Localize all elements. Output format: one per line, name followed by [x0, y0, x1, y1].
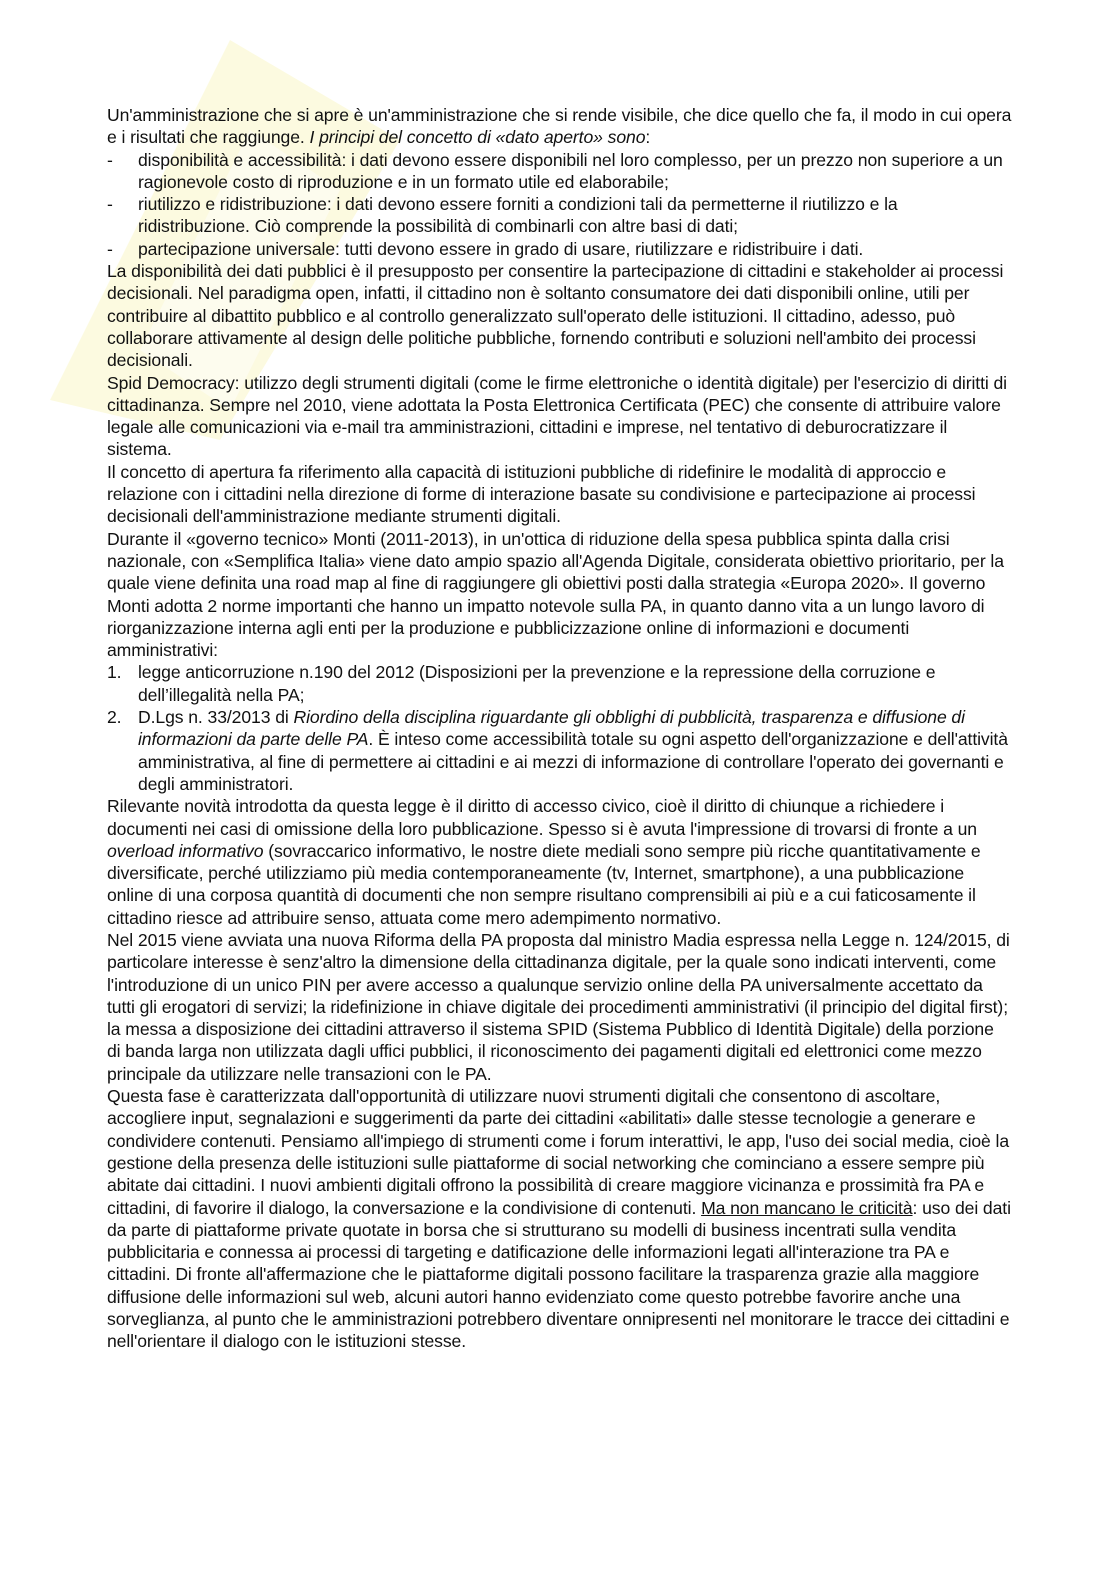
list-item: 2. D.Lgs n. 33/2013 di Riordino della disciplina riguardante gli obblighi di pubblicità, trasparenza e diffusione di informazioni da parte delle PA. È inteso come accessibilità totale su ogni aspetto dell'organizzazione e dell'attività amministrativa, al fine di permettere ai cittadini e ai mezzi di informazione di controllare l'operato dei governanti e degli amministratori. — [107, 707, 1008, 794]
paragraph-madia-reform: Nel 2015 viene avviata una nuova Riforma della PA proposta dal ministro Madia espressa nella Legge n. 124/2015, di particolare interesse è senz'altro la dimensione della cittadinanza digitale, per la quale sono indicati interventi, come l'introduzione di un unico PIN per avere accesso a qualunque servizio online della PA universalmente accettato da tutti gli erogatori di servizi; la ridefinizione in chiave digitale dei procedimenti amministrativi (il principio del digital first); la messa a disposizione dei cittadini attraverso il sistema SPID (Sistema Pubblico di Identità Digitale) della porzione di banda larga non utilizzata dagli uffici pubblici, il riconoscimento dei pagamenti digitali ed elettronici come mezzo principale da utilizzare nelle transazioni con le PA. — [107, 929, 1010, 1084]
list-item: 1. legge anticorruzione n.190 del 2012 (Disposizioni per la prevenzione e la repressione della corruzione e dell’illegalità nella PA; — [107, 662, 936, 705]
document-body — [107, 104, 1012, 1353]
paragraph-civic-access: Rilevante novità introdotta da questa legge è il diritto di accesso civico, cioè il diritto di chiunque a richiedere i documenti nei casi di omissione della loro pubblicazione. Spesso si è avuta l'impressione di trovarsi di fronte a un overload informativo (sovraccarico informativo, le nostre diete mediali sono sempre più ricche quantitativamente e diversificate, perché utilizziamo più media contemporaneamente (tv, Internet, smartphone), a una pubblicazione online di una corposa quantità di documenti che non sempre risultano comprensibili ai più e a cui faticosamente il cittadino riesce ad attribuire senso, attuata come mero adempimento normativo. — [107, 796, 981, 928]
paragraph-digital-tools: Questa fase è caratterizzata dall'opportunità di utilizzare nuovi strumenti digitali che consentono di ascoltare, accogliere input, segnalazioni e suggerimenti da parte dei cittadini «abilitati» dalle stesse tecnologie a generare e condividere contenuti. Pensiamo all'impiego di strumenti come i forum interattivi, le app, l'uso dei social media, cioè la gestione della presenza delle istituzioni sulle piattaforme di social networking che cominciano a essere sempre più abitate dai cittadini. I nuovi ambienti digitali offrono la possibilità di creare maggiore vicinanza e prossimità fra PA e cittadini, di favorire il dialogo, la conversazione e la condivisione di contenuti. Ma non mancano le criticità: uso dei dati da parte di piattaforme private quotate in borsa che si strutturano su modelli di business incentrati sulla vendita pubblicitaria e connessa ai processi di targeting e datificazione delle informazioni legati all'interazione tra PA e cittadini. Di fronte all'affermazione che le piattaforme digitali possono facilitare la trasparenza grazie alla maggiore diffusione delle informazioni sul web, alcuni autori hanno evidenziato come questo potrebbe favorire anche una sorveglianza, al punto che le amministrazioni potrebbero diventare onnipresenti nel monitorare le tracce dei cittadini e nell'orientare il dialogo con le istituzioni stesse. — [107, 1086, 1011, 1352]
paragraph-spid-democracy: Spid Democracy: utilizzo degli strumenti digitali (come le firme elettroniche o identità digitale) per l'esercizio di diritti di cittadinanza. Sempre nel 2010, viene adottata la Posta Elettronica Certificata (PEC) che consente di attribuire valore legale alle comunicazioni via e-mail tra amministrazioni, cittadini e imprese, nel tentativo di deburocratizzare il sistema. — [107, 372, 1007, 460]
list-item: - disponibilità e accessibilità: i dati devono essere disponibili nel loro complesso, per un prezzo non superiore a un ragionevole costo di riproduzione e in un formato utile ed elaborabile; — [107, 149, 1003, 192]
criticality-underline: Ma non mancano le criticità — [701, 1197, 913, 1218]
paragraph-openness-concept: Il concetto di apertura fa riferimento alla capacità di istituzioni pubbliche di ridefinire le modalità di approccio e relazione con i cittadini nella direzione di forme di interazione basate su condivisione e partecipazione ai processi decisionali dell'amministrazione mediante strumenti digitali. — [107, 461, 976, 527]
paragraph-monti-government: Durante il «governo tecnico» Monti (2011-2013), in un'ottica di riduzione della spesa pubblica spinta dalla crisi nazionale, con «Semplifica Italia» viene dato ampio spazio all'Agenda Digitale, considerata obiettivo prioritario, per la quale viene definita una road map al fine di raggiungere gli obiettivi posti dalla strategia «Europa 2020». Il governo Monti adotta 2 norme importanti che hanno un impatto notevole sulla PA, in quanto danno vita a un lungo lavoro di riorganizzazione interna agli enti per la produzione e pubblicizzazione online di informazioni e documenti amministrativi: — [107, 528, 1004, 661]
list-item: - partecipazione universale: tutti devono essere in grado di usare, riutilizzare e ridistribuire i dati. — [107, 238, 864, 259]
paragraph-open-paradigm: La disponibilità dei dati pubblici è il presupposto per consentire la partecipazione di cittadini e stakeholder ai processi decisionali. Nel paradigma open, infatti, il cittadino non è soltanto consumatore dei dati disponibili online, utili per contribuire al dibattito pubblico e al controllo generalizzato sull'operato delle istituzioni. Il cittadino, adesso, può collaborare attivamente al design delle politiche pubbliche, fornendo contributi e soluzioni nell'ambito dei processi decisionali. — [107, 261, 1004, 371]
monti-norms-list — [107, 661, 1012, 795]
paragraph-intro: Un'amministrazione che si apre è un'amministrazione che si rende visibile, che dice quello che fa, il modo in cui opera e i risultati che raggiunge. I principi del concetto di «dato aperto» sono: — [107, 105, 1012, 148]
open-data-principles-list — [107, 149, 1012, 260]
intro-italic: I principi del concetto di «dato aperto» sono — [309, 127, 646, 148]
list-item: - riutilizzo e ridistribuzione: i dati devono essere forniti a condizioni tali da permetterne il riutilizzo e la ridistribuzione. Ciò comprende la possibilità di combinarli con altre basi di dati; — [107, 194, 898, 237]
